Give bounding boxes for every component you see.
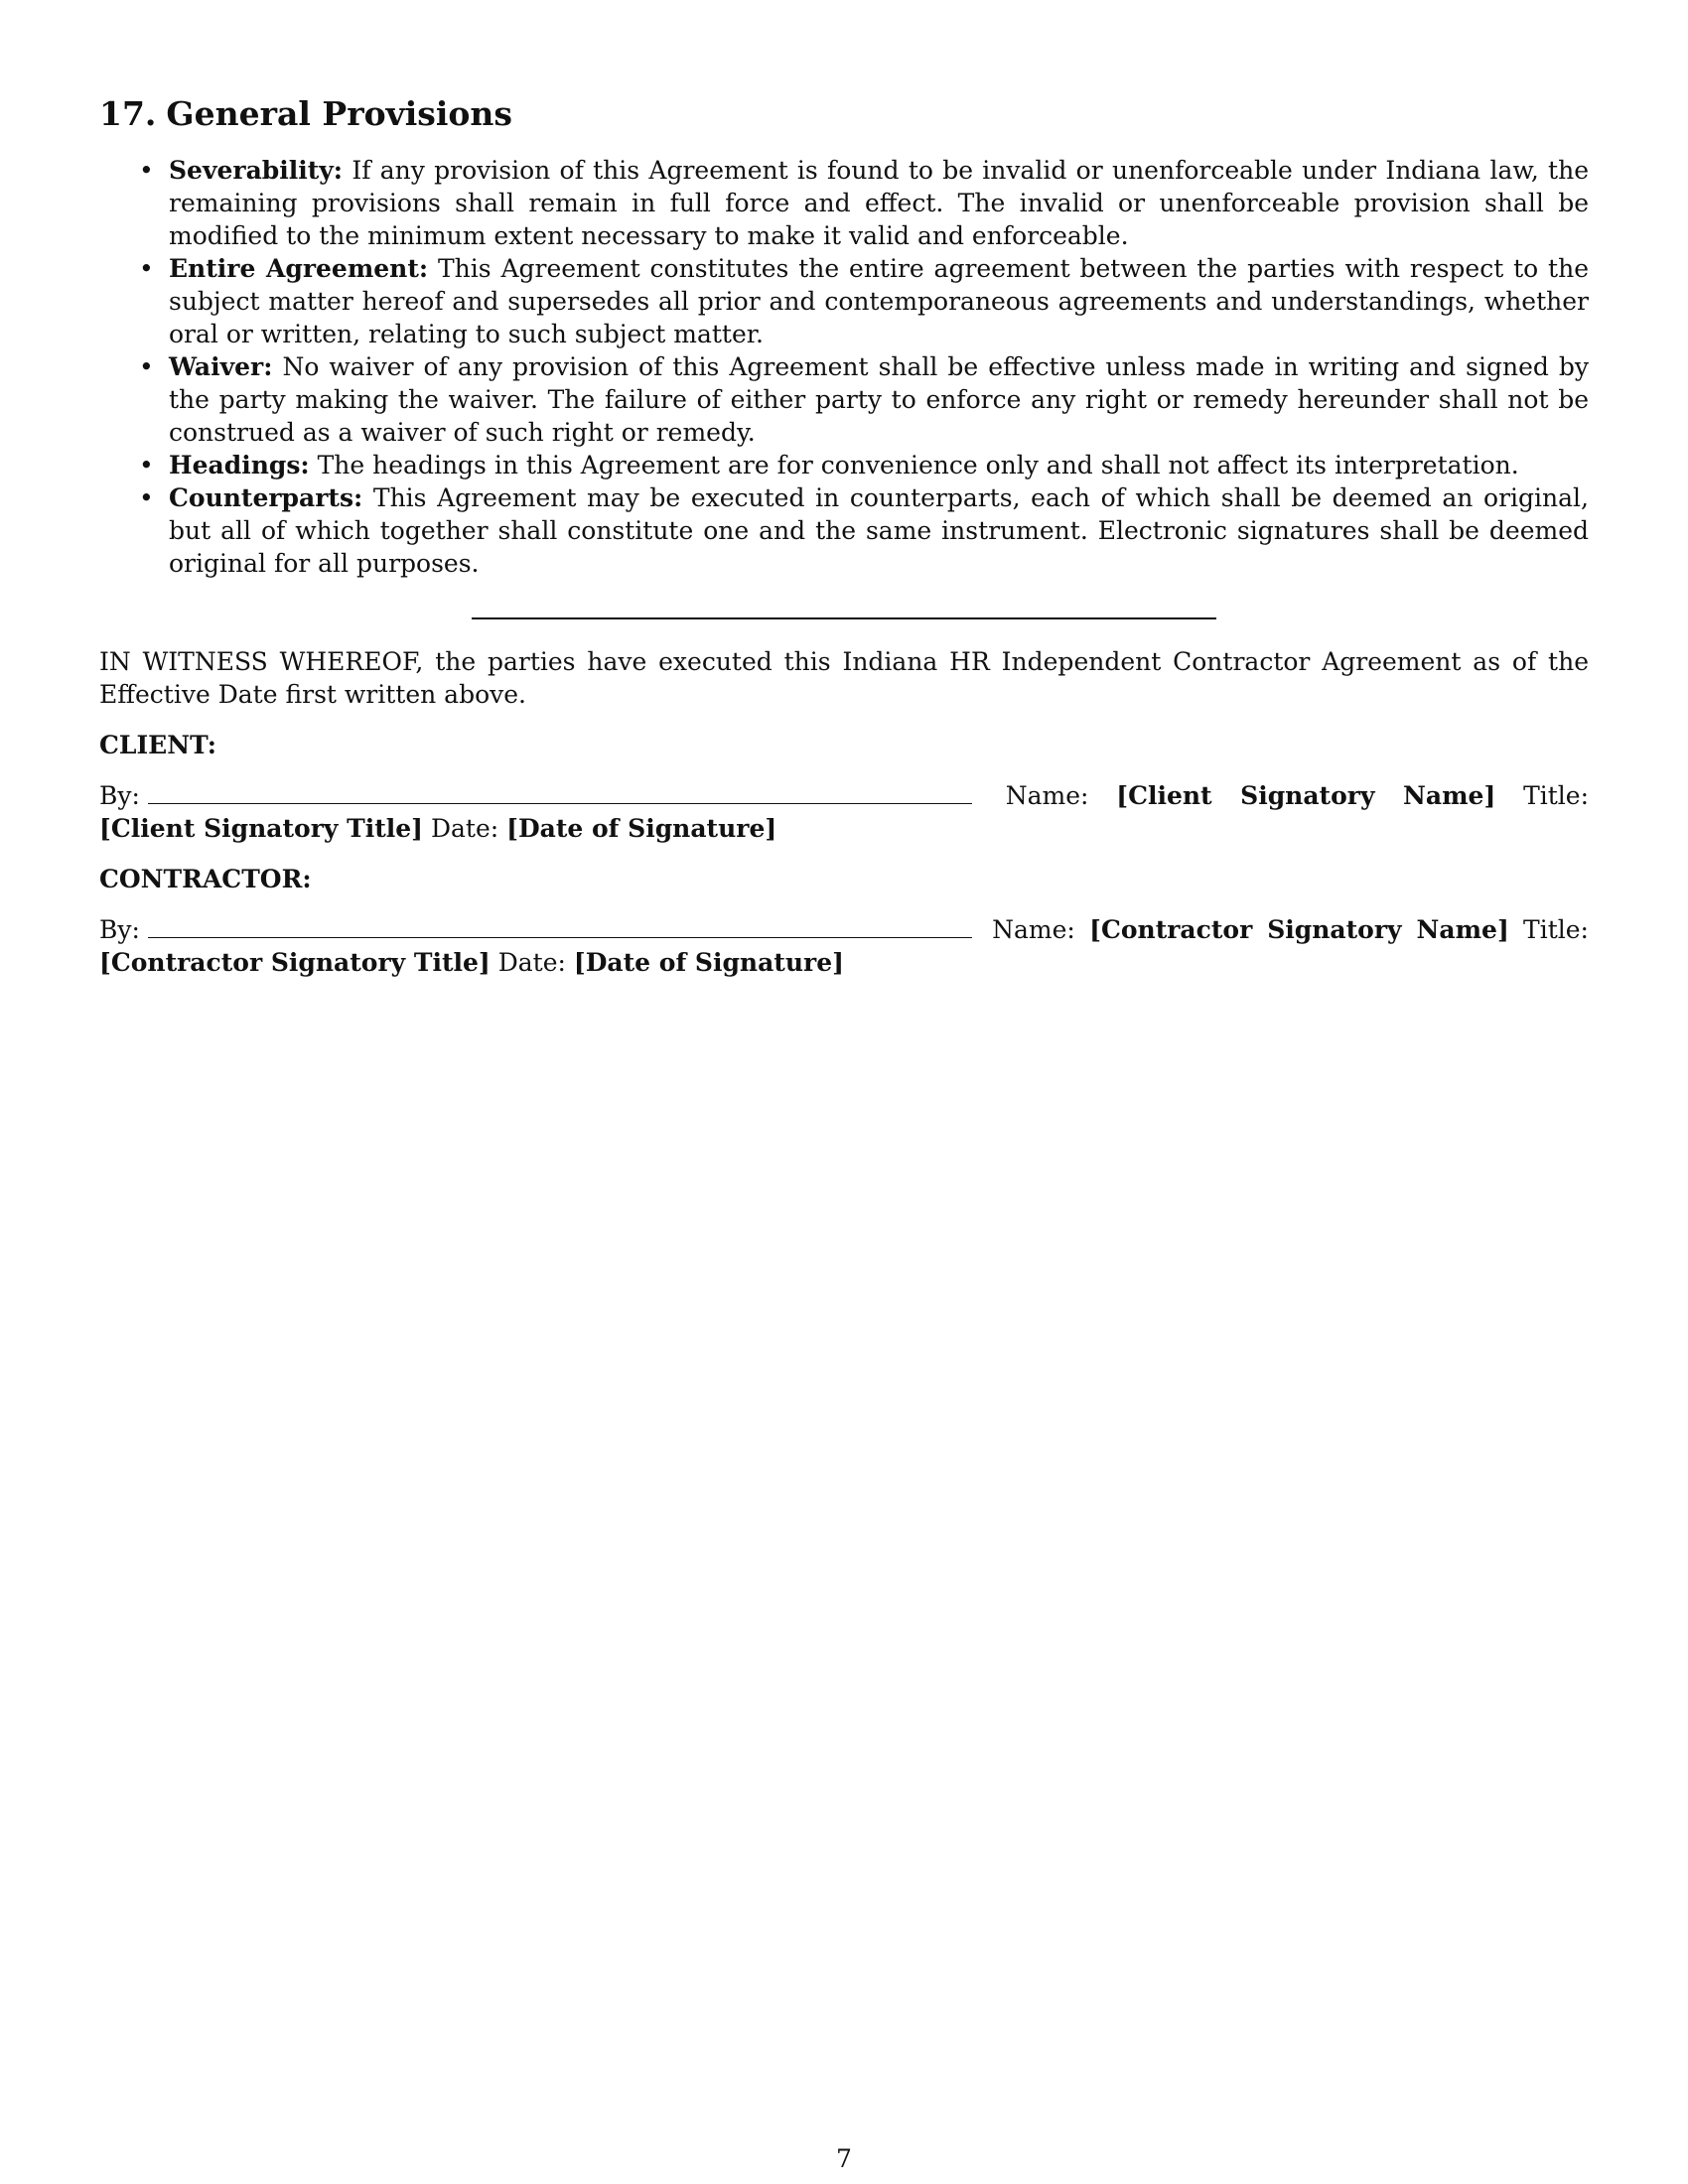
provision-text: This Agreement may be executed in counterparts, each of which shall be deemed an original, but all of which together shall constitute one and the same instrument. Electronic signatures shall be deemed original for all purposes. [169,483,1589,578]
provision-term: Severability: [169,156,344,185]
client-date-value: [Date of Signature] [506,814,777,843]
contractor-label: CONTRACTOR: [99,865,312,893]
client-label: CLIENT: [99,731,217,759]
list-item [139,481,1589,580]
provision-term: Headings: [169,451,310,479]
list-item [139,154,1590,252]
client-signature-line[interactable] [148,779,972,804]
contractor-title-label: Title: [1523,915,1589,944]
section-number: 17. [99,94,157,133]
contractor-name-label: Name: [992,915,1075,944]
provision-term: Counterparts: [169,483,363,512]
contractor-name-value: [Contractor Signatory Name] [1089,915,1509,944]
client-title-value: [Client Signatory Title] [99,814,423,843]
client-by-label: By: [99,781,140,810]
client-date-label: Date: [430,814,499,843]
bullet-icon: • [139,254,154,283]
contractor-title-value: [Contractor Signatory Title] [99,948,491,977]
contractor-signature-line[interactable] [148,913,972,938]
provisions-list [99,154,1589,580]
contractor-date-label: Date: [497,948,566,977]
witness-statement: IN WITNESS WHEREOF, the parties have executed this Indiana HR Independent Contractor Agreement as of the Effective Date first written above. [99,647,1589,709]
bullet-icon: • [139,451,154,479]
bullet-icon: • [139,352,154,381]
client-name-label: Name: [1005,781,1089,810]
contractor-signature-block [99,913,1589,979]
horizontal-divider [472,617,1216,619]
provision-text: The headings in this Agreement are for convenience only and shall not affect its interpretation. [317,451,1519,479]
provision-text: No waiver of any provision of this Agreement shall be effective unless made in writing and signed by the party making the waiver. The failure of either party to enforce any right or remedy hereunder shall not be construed as a waiver of such right or remedy. [169,352,1589,447]
list-item [139,449,1589,481]
client-signature-block [99,779,1589,845]
provision-text: This Agreement constitutes the entire agreement between the parties with respect to the subject matter hereof and supersedes all prior and contemporaneous agreements and understandings, whether oral or written, relating to such subject matter. [169,254,1590,348]
client-title-label: Title: [1523,781,1590,810]
provision-term: Entire Agreement: [169,254,429,283]
provision-term: Waiver: [169,352,273,381]
list-item [139,350,1589,449]
bullet-icon: • [139,483,154,512]
section-title: General Provisions [166,94,513,133]
provision-text: If any provision of this Agreement is found to be invalid or unenforceable under Indiana law, the remaining provisions shall remain in full force and effect. The invalid or unenforceable provision shall be modified to the minimum extent necessary to make it valid and enforceable. [169,156,1590,250]
client-name-value: [Client Signatory Name] [1116,781,1496,810]
page-number: 7 [836,2144,852,2173]
section-heading [99,94,1589,134]
contractor-by-label: By: [99,915,140,944]
list-item [139,252,1590,350]
contractor-date-value: [Date of Signature] [573,948,844,977]
document-page [99,94,1589,997]
bullet-icon: • [139,156,154,185]
